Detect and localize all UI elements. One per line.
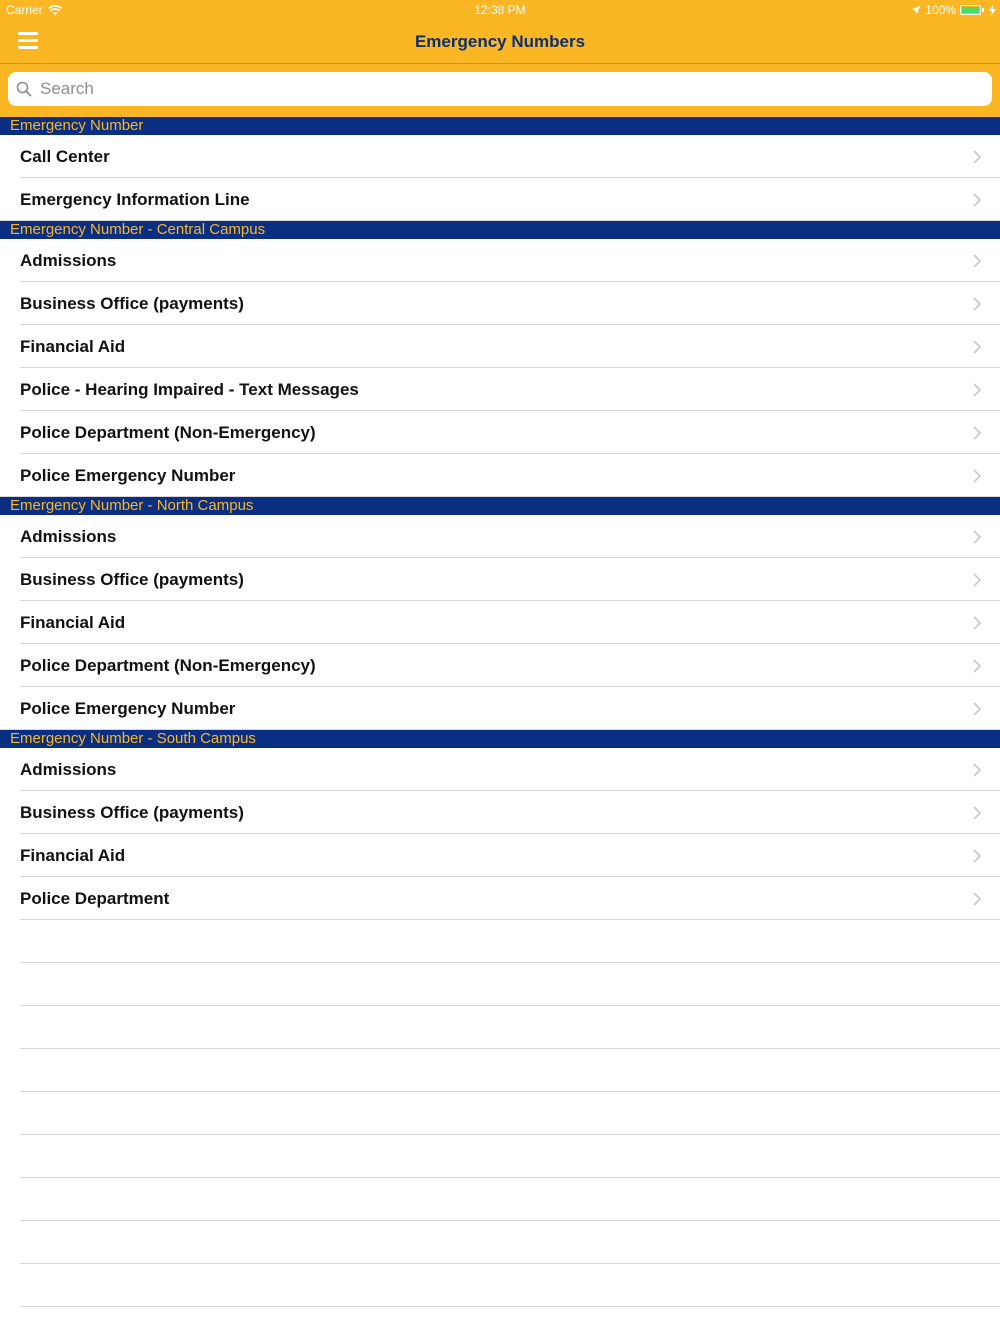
list-item[interactable] bbox=[0, 687, 1000, 730]
list-item-label: Admissions bbox=[20, 760, 117, 779]
list-item[interactable] bbox=[0, 834, 1000, 877]
list-item-label: Police Department (Non-Emergency) bbox=[20, 656, 316, 675]
list-item[interactable] bbox=[0, 411, 1000, 454]
location-arrow-icon bbox=[911, 5, 921, 15]
chevron-right-icon bbox=[972, 763, 982, 777]
list-item-label: Emergency Information Line bbox=[20, 190, 250, 209]
list-item[interactable] bbox=[0, 454, 1000, 497]
chevron-right-icon bbox=[972, 616, 982, 630]
empty-row bbox=[0, 1221, 1000, 1264]
chevron-right-icon bbox=[972, 193, 982, 207]
list-item-label: Police Department (Non-Emergency) bbox=[20, 423, 316, 442]
chevron-right-icon bbox=[972, 297, 982, 311]
list-item-label: Call Center bbox=[20, 147, 110, 166]
list-item[interactable] bbox=[0, 558, 1000, 601]
chevron-right-icon bbox=[972, 340, 982, 354]
section-header: Emergency Number - North Campus bbox=[0, 497, 1000, 515]
list-item-label: Financial Aid bbox=[20, 846, 126, 865]
section-header: Emergency Number bbox=[0, 117, 1000, 135]
search-icon bbox=[16, 81, 32, 97]
list-item[interactable] bbox=[0, 877, 1000, 920]
empty-row bbox=[0, 1135, 1000, 1178]
chevron-right-icon bbox=[972, 530, 982, 544]
battery-icon bbox=[960, 5, 981, 15]
empty-row bbox=[0, 1006, 1000, 1049]
list-item[interactable] bbox=[0, 601, 1000, 644]
section-header: Emergency Number - South Campus bbox=[0, 730, 1000, 748]
list-item[interactable] bbox=[0, 239, 1000, 282]
chevron-right-icon bbox=[972, 892, 982, 906]
list-item-label: Police - Hearing Impaired - Text Messages bbox=[20, 380, 359, 399]
chevron-right-icon bbox=[972, 659, 982, 673]
empty-row bbox=[0, 963, 1000, 1006]
list-item[interactable] bbox=[0, 135, 1000, 178]
list-item[interactable] bbox=[0, 748, 1000, 791]
status-time: 12:38 PM bbox=[474, 3, 526, 17]
list-item-label: Police Department bbox=[20, 889, 170, 908]
list-item-label: Business Office (payments) bbox=[20, 803, 244, 822]
status-bar bbox=[0, 0, 1000, 22]
section-header: Emergency Number - Central Campus bbox=[0, 221, 1000, 239]
list-item[interactable] bbox=[0, 368, 1000, 411]
charging-icon bbox=[989, 5, 996, 16]
page-title: Emergency Numbers bbox=[414, 32, 586, 51]
list-item[interactable] bbox=[0, 644, 1000, 687]
empty-row bbox=[0, 1178, 1000, 1221]
chevron-right-icon bbox=[972, 849, 982, 863]
empty-row bbox=[0, 1092, 1000, 1135]
empty-row bbox=[0, 920, 1000, 963]
chevron-right-icon bbox=[972, 383, 982, 397]
header bbox=[0, 0, 1000, 117]
list-item-label: Admissions bbox=[20, 527, 117, 546]
list-item-label: Admissions bbox=[20, 251, 117, 270]
chevron-right-icon bbox=[972, 702, 982, 716]
emergency-list bbox=[0, 117, 1000, 1307]
empty-row bbox=[0, 1264, 1000, 1307]
list-item-label: Financial Aid bbox=[20, 337, 126, 356]
empty-row bbox=[0, 1049, 1000, 1092]
list-item-label: Police Emergency Number bbox=[20, 699, 236, 718]
list-item[interactable] bbox=[0, 791, 1000, 834]
list-item[interactable] bbox=[0, 282, 1000, 325]
list-item[interactable] bbox=[0, 325, 1000, 368]
chevron-right-icon bbox=[972, 573, 982, 587]
carrier-label: Carrier bbox=[6, 3, 43, 17]
chevron-right-icon bbox=[972, 469, 982, 483]
nav-bar bbox=[0, 22, 1000, 64]
search-bar[interactable] bbox=[8, 72, 992, 106]
chevron-right-icon bbox=[972, 426, 982, 440]
list-item-label: Business Office (payments) bbox=[20, 294, 244, 313]
list-item[interactable] bbox=[0, 515, 1000, 558]
chevron-right-icon bbox=[972, 254, 982, 268]
list-item-label: Police Emergency Number bbox=[20, 466, 236, 485]
search-input[interactable] bbox=[38, 78, 992, 100]
chevron-right-icon bbox=[972, 806, 982, 820]
battery-percent: 100% bbox=[925, 3, 956, 17]
list-item-label: Business Office (payments) bbox=[20, 570, 244, 589]
list-item-label: Financial Aid bbox=[20, 613, 126, 632]
list-item[interactable] bbox=[0, 178, 1000, 221]
chevron-right-icon bbox=[972, 150, 982, 164]
